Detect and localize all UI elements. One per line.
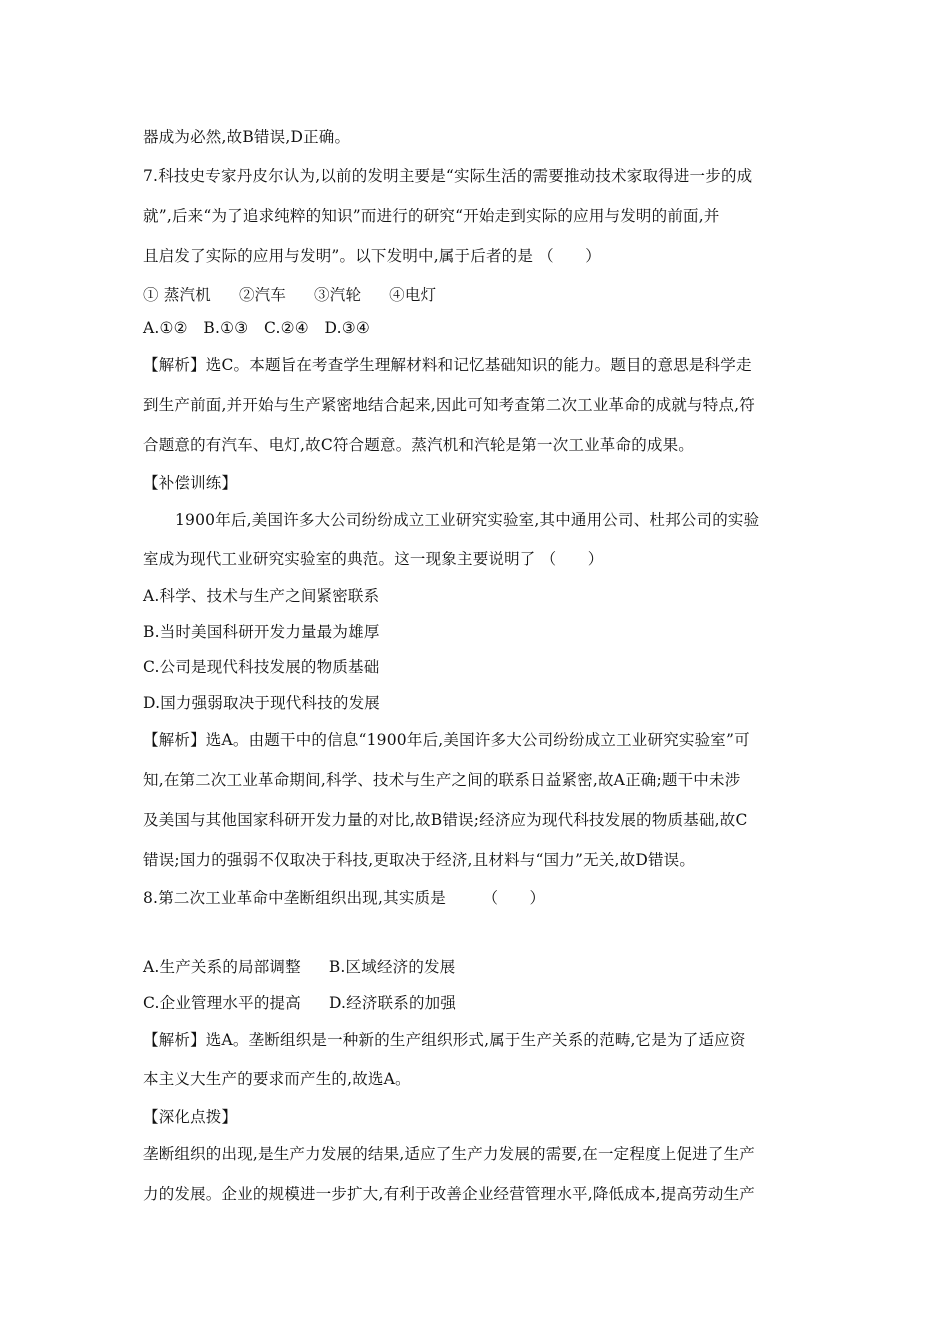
option-a: A.生产关系的局部调整 <box>143 958 301 976</box>
option-b: B.区域经济的发展 <box>328 958 456 976</box>
analysis-7: 合题意的有汽车、电灯,故C符合题意。蒸汽机和汽轮是第一次工业革命的成果。 <box>143 436 694 454</box>
item-4: ④电灯 <box>389 286 437 304</box>
item-3: ③汽轮 <box>314 286 362 304</box>
question-7-stem: 且启发了实际的应用与发明”。以下发明中,属于后者的是 （ ） <box>143 247 601 265</box>
option-d: D.经济联系的加强 <box>328 994 457 1012</box>
question-7-stem: 就”,后来“为了追求纯粹的知识”而进行的研究“开始走到实际的应用与发明的前面,并 <box>143 207 720 225</box>
question-7-items <box>143 285 823 305</box>
supplement-question-stem: 室成为现代工业研究实验室的典范。这一现象主要说明了 （ ） <box>143 550 604 568</box>
analysis-supplement: 及美国与其他国家科研开发力量的对比,故B错误;经济应为现代科技发展的物质基础,故C <box>143 811 748 829</box>
option-b: B.当时美国科研开发力量最为雄厚 <box>143 623 380 641</box>
option-d: D.国力强弱取决于现代科技的发展 <box>143 694 381 712</box>
deepening-text: 垄断组织的出现,是生产力发展的结果,适应了生产力发展的需要,在一定程度上促进了生产 <box>143 1145 755 1163</box>
analysis-7: 到生产前面,并开始与生产紧密地结合起来,因此可知考查第二次工业革命的成就与特点,符 <box>143 396 755 414</box>
item-1: ① 蒸汽机 <box>143 286 211 304</box>
item-2: ②汽车 <box>238 286 287 304</box>
question-8-options-row1 <box>143 957 823 977</box>
section-heading: 【补偿训练】 <box>143 474 238 492</box>
question-7-options: A.①② B.①③ C.②④ D.③④ <box>143 319 370 337</box>
analysis-7: 【解析】选C。本题旨在考查学生理解材料和记忆基础知识的能力。题目的意思是科学走 <box>143 356 752 374</box>
analysis-supplement: 【解析】选A。由题干中的信息“1900年后,美国许多大公司纷纷成立工业研究实验室”可 <box>143 731 750 749</box>
question-8-options-row2 <box>143 993 823 1013</box>
question-7-stem: 7.科技史专家丹皮尔认为,以前的发明主要是“实际生活的需要推动技术家取得进一步的成 <box>143 167 753 185</box>
analysis-8: 本主义大生产的要求而产生的,故选A。 <box>143 1070 411 1088</box>
option-c: C.公司是现代科技发展的物质基础 <box>143 658 380 676</box>
analysis-supplement: 错误;国力的强弱不仅取决于科技,更取决于经济,且材料与“国力”无关,故D错误。 <box>143 851 696 869</box>
analysis-8: 【解析】选A。垄断组织是一种新的生产组织形式,属于生产关系的范畴,它是为了适应资 <box>143 1031 746 1049</box>
text-line: 器成为必然,故B错误,D正确。 <box>143 128 351 146</box>
deepening-text: 力的发展。企业的规模进一步扩大,有利于改善企业经营管理水平,降低成本,提高劳动生产 <box>143 1185 755 1203</box>
option-c: C.企业管理水平的提高 <box>143 994 301 1012</box>
supplement-question-stem: 1900年后,美国许多大公司纷纷成立工业研究实验室,其中通用公司、杜邦公司的实验 <box>175 511 760 529</box>
option-a: A.科学、技术与生产之间紧密联系 <box>143 587 380 605</box>
analysis-supplement: 知,在第二次工业革命期间,科学、技术与生产之间的联系日益紧密,故A正确;题干中未涉 <box>143 771 741 789</box>
question-8-stem: 8.第二次工业革命中垄断组织出现,其实质是 （ ） <box>143 889 546 907</box>
section-heading: 【深化点拨】 <box>143 1108 238 1126</box>
